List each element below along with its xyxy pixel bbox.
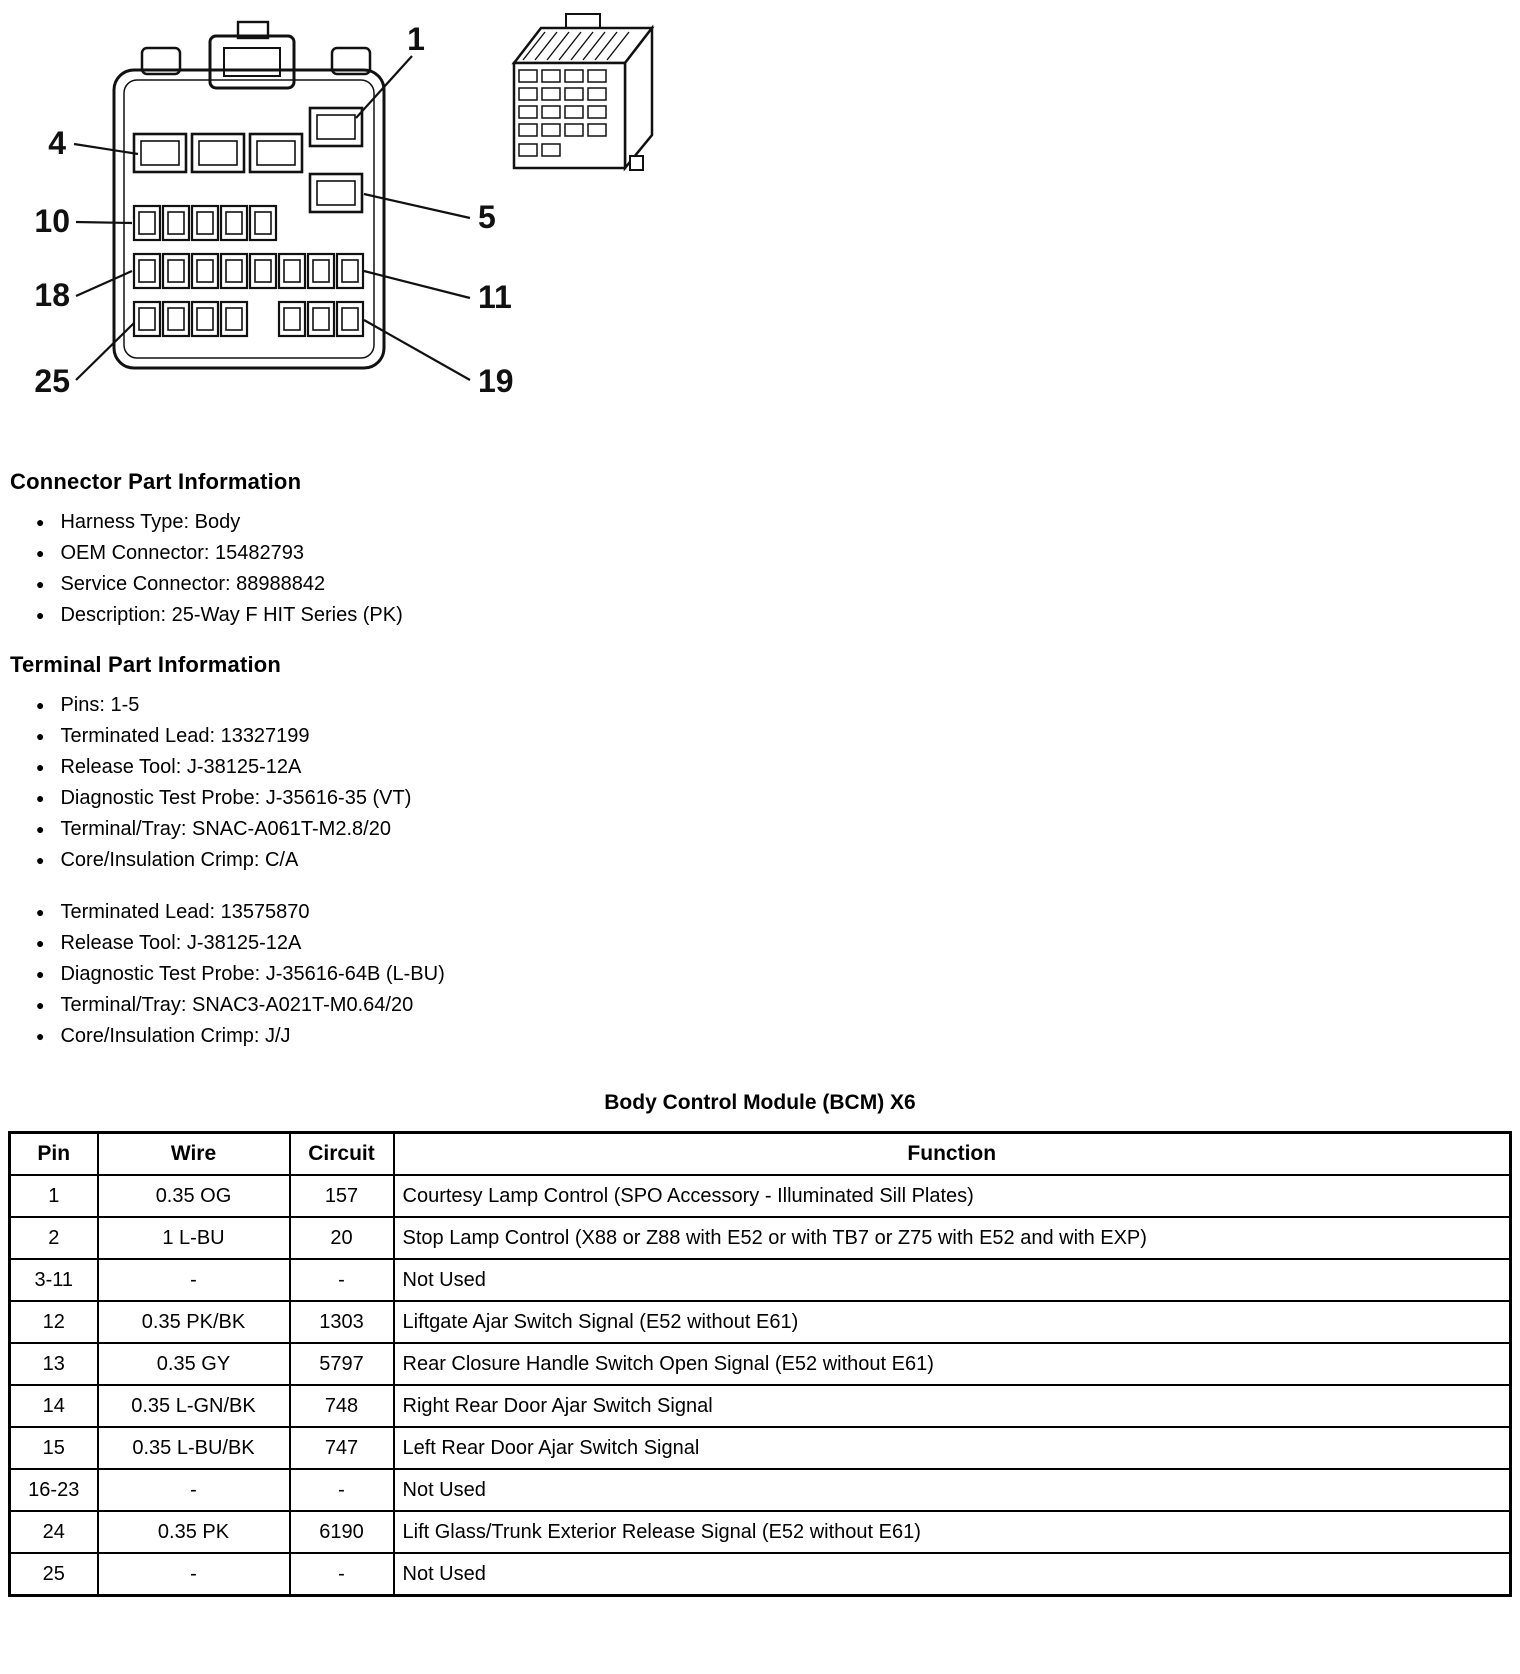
table-row — [10, 1427, 1511, 1469]
bullet-icon: ● — [36, 852, 45, 868]
cell-wire: 0.35 PK/BK — [98, 1301, 290, 1343]
cell-function: Not Used — [394, 1469, 1511, 1511]
cell-wire: 0.35 OG — [98, 1175, 290, 1217]
cell-circuit: - — [290, 1259, 394, 1301]
cell-wire: 0.35 GY — [98, 1343, 290, 1385]
bullet-icon: ● — [36, 759, 45, 775]
cell-wire: 0.35 L-GN/BK — [98, 1385, 290, 1427]
table-row — [10, 1511, 1511, 1553]
list-item — [36, 604, 1520, 626]
cell-function: Lift Glass/Trunk Exterior Release Signal (E52 without E61) — [394, 1511, 1511, 1553]
cell-circuit: 20 — [290, 1217, 394, 1259]
terminal-info-list-2 — [36, 901, 1520, 1047]
cell-circuit: 6190 — [290, 1511, 394, 1553]
header-function: Function — [394, 1133, 1511, 1176]
table-header-row — [10, 1133, 1511, 1176]
large-terminal-cavities — [134, 108, 362, 212]
callout-pin10: 10 — [34, 203, 70, 239]
cell-circuit: 1303 — [290, 1301, 394, 1343]
bullet-icon: ● — [36, 904, 45, 920]
small-terminal-cavities — [134, 206, 363, 336]
list-item — [36, 725, 1520, 747]
list-item — [36, 694, 1520, 716]
cell-pin: 15 — [10, 1427, 98, 1469]
header-circuit: Circuit — [290, 1133, 394, 1176]
cell-wire: - — [98, 1469, 290, 1511]
callout-pin25: 25 — [34, 363, 70, 399]
bullet-icon: ● — [36, 935, 45, 951]
list-item — [36, 963, 1520, 985]
terminal-info-list-1 — [36, 694, 1520, 871]
table-title: Body Control Module (BCM) X6 — [604, 1091, 916, 1114]
cell-function: Courtesy Lamp Control (SPO Accessory - Illuminated Sill Plates) — [394, 1175, 1511, 1217]
list-item — [36, 849, 1520, 871]
connector-info-list — [36, 511, 1520, 626]
list-item-text: Terminal/Tray: SNAC3-A021T-M0.64/20 — [60, 994, 414, 1016]
cell-circuit: 748 — [290, 1385, 394, 1427]
cell-wire: 0.35 PK — [98, 1511, 290, 1553]
cell-pin: 2 — [10, 1217, 98, 1259]
list-item — [36, 511, 1520, 533]
cell-function: Rear Closure Handle Switch Open Signal (E52 without E61) — [394, 1343, 1511, 1385]
cell-function: Not Used — [394, 1553, 1511, 1596]
table-row — [10, 1553, 1511, 1596]
bullet-icon: ● — [36, 997, 45, 1013]
bullet-icon: ● — [36, 545, 45, 561]
list-item-text: Harness Type: Body — [60, 511, 241, 533]
connector-isometric-view — [514, 14, 652, 170]
cell-function: Not Used — [394, 1259, 1511, 1301]
cell-function: Stop Lamp Control (X88 or Z88 with E52 or with TB7 or Z75 with E52 and with EXP) — [394, 1217, 1511, 1259]
cell-wire: 1 L-BU — [98, 1217, 290, 1259]
callout-pin11: 11 — [478, 279, 512, 315]
cell-pin: 14 — [10, 1385, 98, 1427]
connector-front-view-svg — [14, 8, 714, 438]
bullet-icon: ● — [36, 576, 45, 592]
header-pin: Pin — [10, 1133, 98, 1176]
cell-function: Left Rear Door Ajar Switch Signal — [394, 1427, 1511, 1469]
table-row — [10, 1175, 1511, 1217]
cell-wire: 0.35 L-BU/BK — [98, 1427, 290, 1469]
callout-pin1: 1 — [407, 21, 425, 57]
list-item-text: Description: 25-Way F HIT Series (PK) — [60, 604, 403, 626]
list-item-text: Diagnostic Test Probe: J-35616-64B (L-BU) — [60, 963, 445, 985]
list-item-text: Terminal/Tray: SNAC-A061T-M2.8/20 — [60, 818, 391, 840]
cell-pin: 16-23 — [10, 1469, 98, 1511]
cell-pin: 1 — [10, 1175, 98, 1217]
cell-circuit: - — [290, 1553, 394, 1596]
callout-pin5: 5 — [478, 199, 496, 235]
list-item — [36, 756, 1520, 778]
list-item-text: Release Tool: J-38125-12A — [60, 756, 302, 778]
list-item-text: Terminated Lead: 13575870 — [60, 901, 310, 923]
list-item-text: Core/Insulation Crimp: C/A — [60, 849, 299, 871]
bullet-icon: ● — [36, 514, 45, 530]
connector-info-title: Connector Part Information — [10, 469, 302, 494]
cell-pin: 24 — [10, 1511, 98, 1553]
table-row — [10, 1385, 1511, 1427]
cell-function: Right Rear Door Ajar Switch Signal — [394, 1385, 1511, 1427]
cell-pin: 13 — [10, 1343, 98, 1385]
connector-diagram — [0, 0, 1520, 443]
cell-circuit: 5797 — [290, 1343, 394, 1385]
list-item — [36, 573, 1520, 595]
list-item-text: OEM Connector: 15482793 — [60, 542, 304, 564]
callout-pin19: 19 — [478, 363, 514, 399]
bullet-icon: ● — [36, 607, 45, 623]
table-row — [10, 1343, 1511, 1385]
list-item — [36, 787, 1520, 809]
callout-pin4: 4 — [48, 125, 66, 161]
table-row — [10, 1301, 1511, 1343]
list-item-text: Core/Insulation Crimp: J/J — [60, 1025, 291, 1047]
callout-pin18: 18 — [34, 277, 70, 313]
cell-wire: - — [98, 1553, 290, 1596]
cell-circuit: - — [290, 1469, 394, 1511]
table-row — [10, 1217, 1511, 1259]
list-item-text: Release Tool: J-38125-12A — [60, 932, 302, 954]
cell-wire: - — [98, 1259, 290, 1301]
cell-function: Liftgate Ajar Switch Signal (E52 without E61) — [394, 1301, 1511, 1343]
cell-circuit: 157 — [290, 1175, 394, 1217]
bullet-icon: ● — [36, 966, 45, 982]
list-item-text: Diagnostic Test Probe: J-35616-35 (VT) — [60, 787, 412, 809]
bullet-icon: ● — [36, 697, 45, 713]
table-row — [10, 1469, 1511, 1511]
bullet-icon: ● — [36, 728, 45, 744]
list-item-text: Service Connector: 88988842 — [60, 573, 326, 595]
list-item-text: Terminated Lead: 13327199 — [60, 725, 310, 747]
terminal-info-title: Terminal Part Information — [10, 652, 282, 677]
list-item — [36, 901, 1520, 923]
list-item — [36, 818, 1520, 840]
cell-pin: 25 — [10, 1553, 98, 1596]
list-item-text: Pins: 1-5 — [60, 694, 140, 716]
list-item — [36, 1025, 1520, 1047]
pinout-table — [8, 1131, 1512, 1597]
list-item — [36, 932, 1520, 954]
table-row — [10, 1259, 1511, 1301]
list-item — [36, 994, 1520, 1016]
cell-pin: 3-11 — [10, 1259, 98, 1301]
list-item — [36, 542, 1520, 564]
header-wire: Wire — [98, 1133, 290, 1176]
bullet-icon: ● — [36, 790, 45, 806]
cell-circuit: 747 — [290, 1427, 394, 1469]
bullet-icon: ● — [36, 821, 45, 837]
cell-pin: 12 — [10, 1301, 98, 1343]
bullet-icon: ● — [36, 1028, 45, 1044]
